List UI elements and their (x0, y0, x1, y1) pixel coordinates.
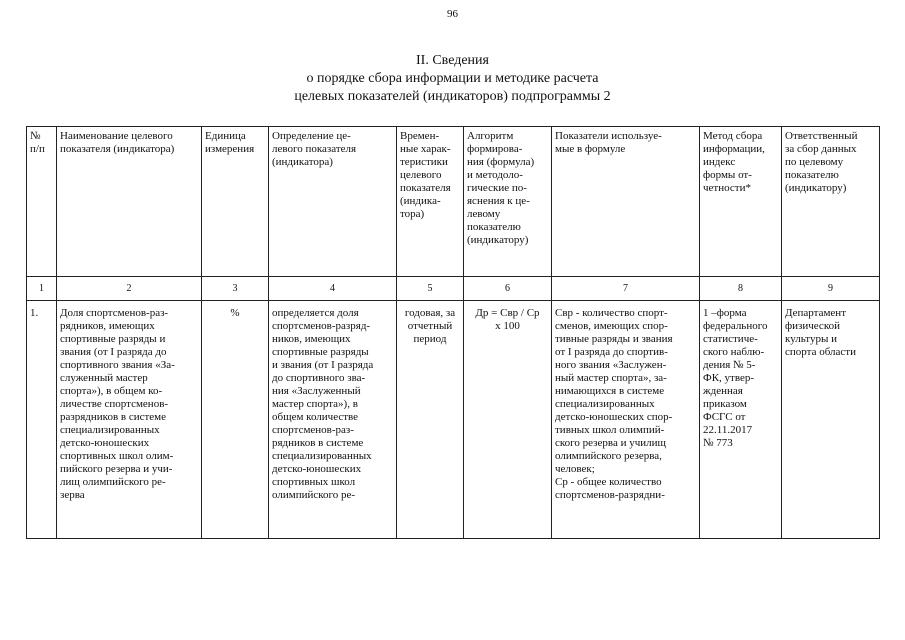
header-cell-unit: Единица измерения (202, 127, 269, 277)
header-cell-method: Метод сбора информации, индекс формы от- четности* (700, 127, 782, 277)
calculation-formula: Др = Свр / Ср х 100 (464, 301, 552, 539)
column-number: 1 (27, 277, 57, 301)
column-number-row (27, 277, 880, 301)
title-line-2: о порядке сбора информации и методике расчета (306, 71, 599, 86)
indicator-name: Доля спортсменов-раз- рядников, имеющих спортивные разряды и звания (от I разряда до спортивного звания «За- служенный мастер спорта»), в общем ко- личестве спортсменов- разрядников в системе специализированных детско-юношеских спортивных школ олим- пийского резерва и учи- лищ олимпийского ре- зерва (57, 301, 202, 539)
section-title (0, 52, 905, 106)
header-cell-formula: Алгоритм формирова- ния (формула) и методоло- гические по- яснения к це- левому показателю (индикатору) (464, 127, 552, 277)
header-row (27, 127, 880, 277)
column-number: 8 (700, 277, 782, 301)
responsible-party: Департамент физической культуры и спорта области (782, 301, 880, 539)
header-cell-indicators: Показатели используе- мые в формуле (552, 127, 700, 277)
column-number: 4 (269, 277, 397, 301)
table-row (27, 301, 880, 539)
column-number: 5 (397, 277, 464, 301)
page-number: 96 (447, 8, 458, 20)
header-cell-time: Времен- ные харак- теристики целевого показателя (индика- тора) (397, 127, 464, 277)
formula-indicators: Свр - количество спорт- сменов, имеющих спор- тивные разряды и звания от I разряда до спортив- ного звания «Заслужен- ный мастер спорта», за- нимающихся в системе специализированных детско-юношеских спор- тивных школ олимпий- ского резерва и училищ олимпийского резерва, человек; Ср - общее количество спортсменов-разрядни- (552, 301, 700, 539)
row-number: 1. (27, 301, 57, 539)
column-number: 2 (57, 277, 202, 301)
time-characteristics: годовая, за отчетный период (397, 301, 464, 539)
title-line-3: целевых показателей (индикаторов) подпрограммы 2 (294, 89, 611, 104)
column-number: 3 (202, 277, 269, 301)
column-number: 6 (464, 277, 552, 301)
header-cell-name: Наименование целевого показателя (индикатора) (57, 127, 202, 277)
indicators-table (26, 126, 880, 539)
indicator-definition: определяется доля спортсменов-разряд- ников, имеющих спортивные разряды и звания (от I разряда до спортивного зва- ния «Заслуженный мастер спорта»), в общем количестве спортсменов-раз- рядников в системе специализированных детско-юношеских спортивных школ олимпийского ре- (269, 301, 397, 539)
unit-of-measure: % (202, 301, 269, 539)
column-number: 9 (782, 277, 880, 301)
header-cell-num: № п/п (27, 127, 57, 277)
collection-method: 1 –форма федерального статистиче- ского наблю- дения № 5- ФК, утвер- жденная приказом ФСГС от 22.11.2017 № 773 (700, 301, 782, 539)
column-number: 7 (552, 277, 700, 301)
header-cell-definition: Определение це- левого показателя (индикатора) (269, 127, 397, 277)
title-line-1: II. Сведения (416, 53, 489, 68)
header-cell-responsible: Ответственный за сбор данных по целевому показателю (индикатору) (782, 127, 880, 277)
